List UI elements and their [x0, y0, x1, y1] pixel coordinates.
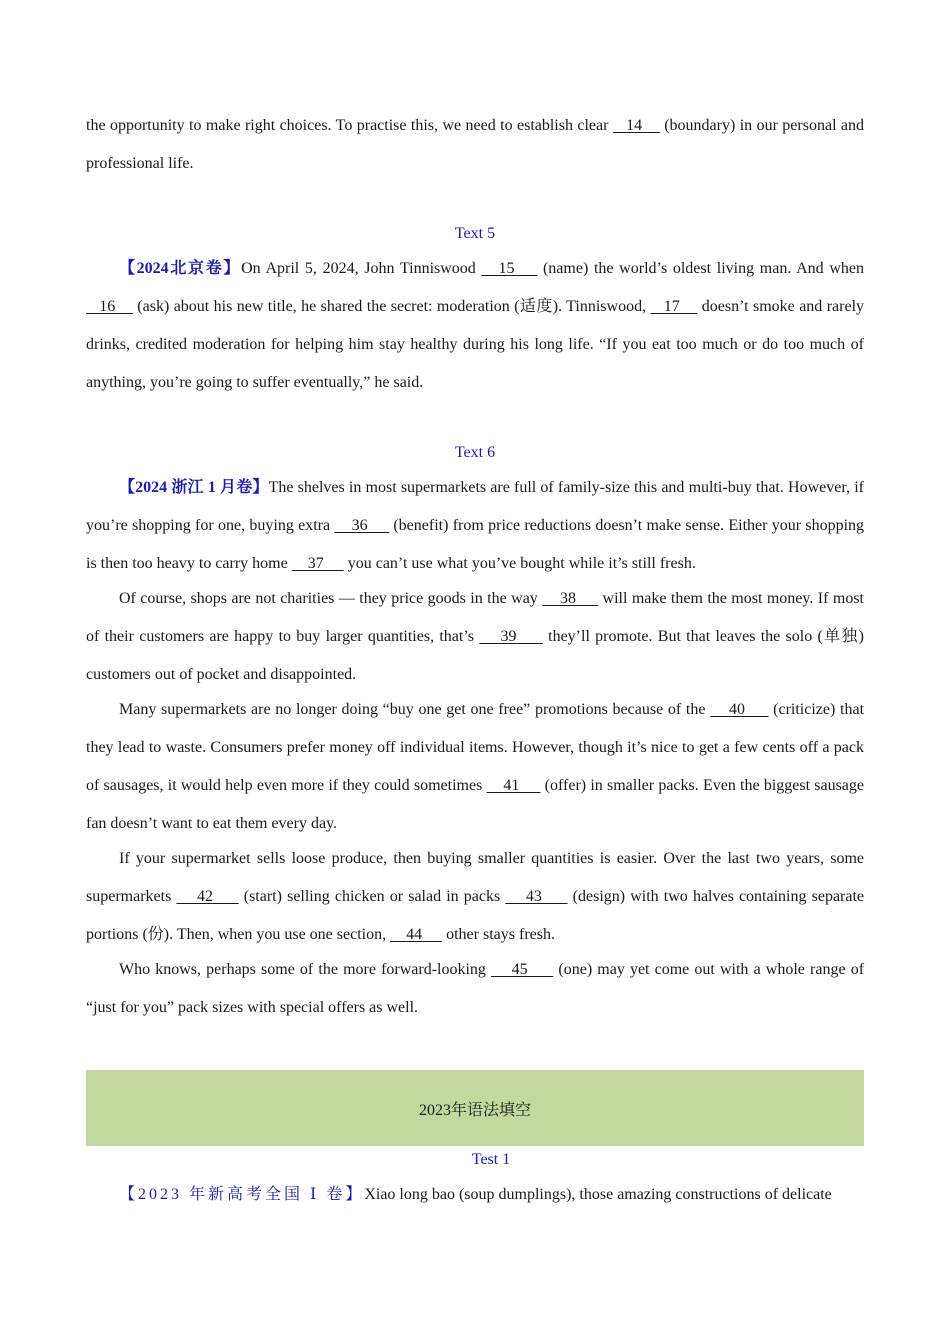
test1-section — [86, 1150, 864, 1214]
text5-heading: Text 5 — [454, 225, 496, 242]
blank-40[interactable]: 40 — [728, 701, 745, 718]
test1-source-tag: 【2023 年新高考全国 Ⅰ 卷】 — [119, 1186, 365, 1203]
text6-source-tag: 【2024 浙江 1 月卷】 — [119, 479, 269, 496]
blank-16[interactable]: 16 — [99, 298, 116, 315]
text6-paragraph-5: Who knows, perhaps some of the more forward-looking 45 (one) may yet come out with a whole range of “just for you” pack sizes with special offers as well. — [86, 961, 865, 1016]
blank-37[interactable]: 37 — [307, 555, 324, 572]
text6-paragraph-1: 【2024 浙江 1 月卷】The shelves in most supermarkets are full of family-size this and multi-buy that. However, if you’re shopping for one, buying extra 36 (benefit) from price reductions doesn’t make sense. Either your shopping is then too heavy to carry home 37 you can’t use what you’ve bought while it’s still fresh. — [86, 479, 865, 572]
blank-44[interactable]: 44 — [406, 926, 423, 943]
test1-heading: Test 1 — [471, 1151, 511, 1168]
intro-paragraph: the opportunity to make right choices. To practise this, we need to establish clear 14 (boundary) in our personal and professional life. — [86, 117, 865, 172]
section-banner-title: 2023年语法填空 — [418, 1101, 531, 1119]
blank-39[interactable]: 39 — [500, 628, 517, 645]
blank-15[interactable]: 15 — [498, 260, 515, 277]
blank-41[interactable]: 41 — [503, 777, 520, 794]
blank-14[interactable]: 14 — [626, 117, 643, 134]
blank-42[interactable]: 42 — [196, 888, 213, 905]
blank-17[interactable]: 17 — [663, 298, 680, 315]
blank-36[interactable]: 36 — [351, 517, 368, 534]
test1-paragraph: 【2023 年新高考全国 Ⅰ 卷】Xiao long bao (soup dumplings), those amazing constructions of delicate — [119, 1186, 832, 1203]
text5-paragraph: 【2024北京卷】On April 5, 2024, John Tinniswood 15 (name) the world’s oldest living man. And when 16 (ask) about his new title, he shared the secret: moderation (适度). Tinniswood, 17 doesn’t smoke and rarely drinks, credited moderation for helping him stay healthy during his long life. “If you eat too much or do too much of anything, you’re going to suffer eventually,” he said. — [86, 260, 865, 391]
text6-heading: Text 6 — [454, 444, 496, 461]
section-banner — [86, 1070, 864, 1146]
blank-43[interactable]: 43 — [525, 888, 542, 905]
text6-paragraph-4: If your supermarket sells loose produce, then buying smaller quantities is easier. Over the last two years, some supermarkets 42 (start) selling chicken or salad in packs 43 (design) with two halves containing separate portions (份). Then, when you use one section, 44 other stays fresh. — [86, 850, 865, 943]
text6-body — [86, 469, 864, 1027]
text5-source-tag: 【2024北京卷】 — [119, 260, 242, 277]
blank-38[interactable]: 38 — [559, 590, 576, 607]
blank-45[interactable]: 45 — [511, 961, 528, 978]
text6-paragraph-3: Many supermarkets are no longer doing “buy one get one free” promotions because of the 40 (criticize) that they lead to waste. Consumers prefer money off individual items. However, though it’s nice to get a few cents off a pack of sausages, it would help even more if they could sometimes 41 (offer) in smaller packs. Even the biggest sausage fan doesn’t want to eat them every day. — [86, 701, 865, 832]
text6-paragraph-2: Of course, shops are not charities — they price goods in the way 38 will make them the most money. If most of their customers are happy to buy larger quantities, that’s 39 they’ll promote. But that leaves the solo (单独) customers out of pocket and disappointed. — [86, 590, 864, 683]
